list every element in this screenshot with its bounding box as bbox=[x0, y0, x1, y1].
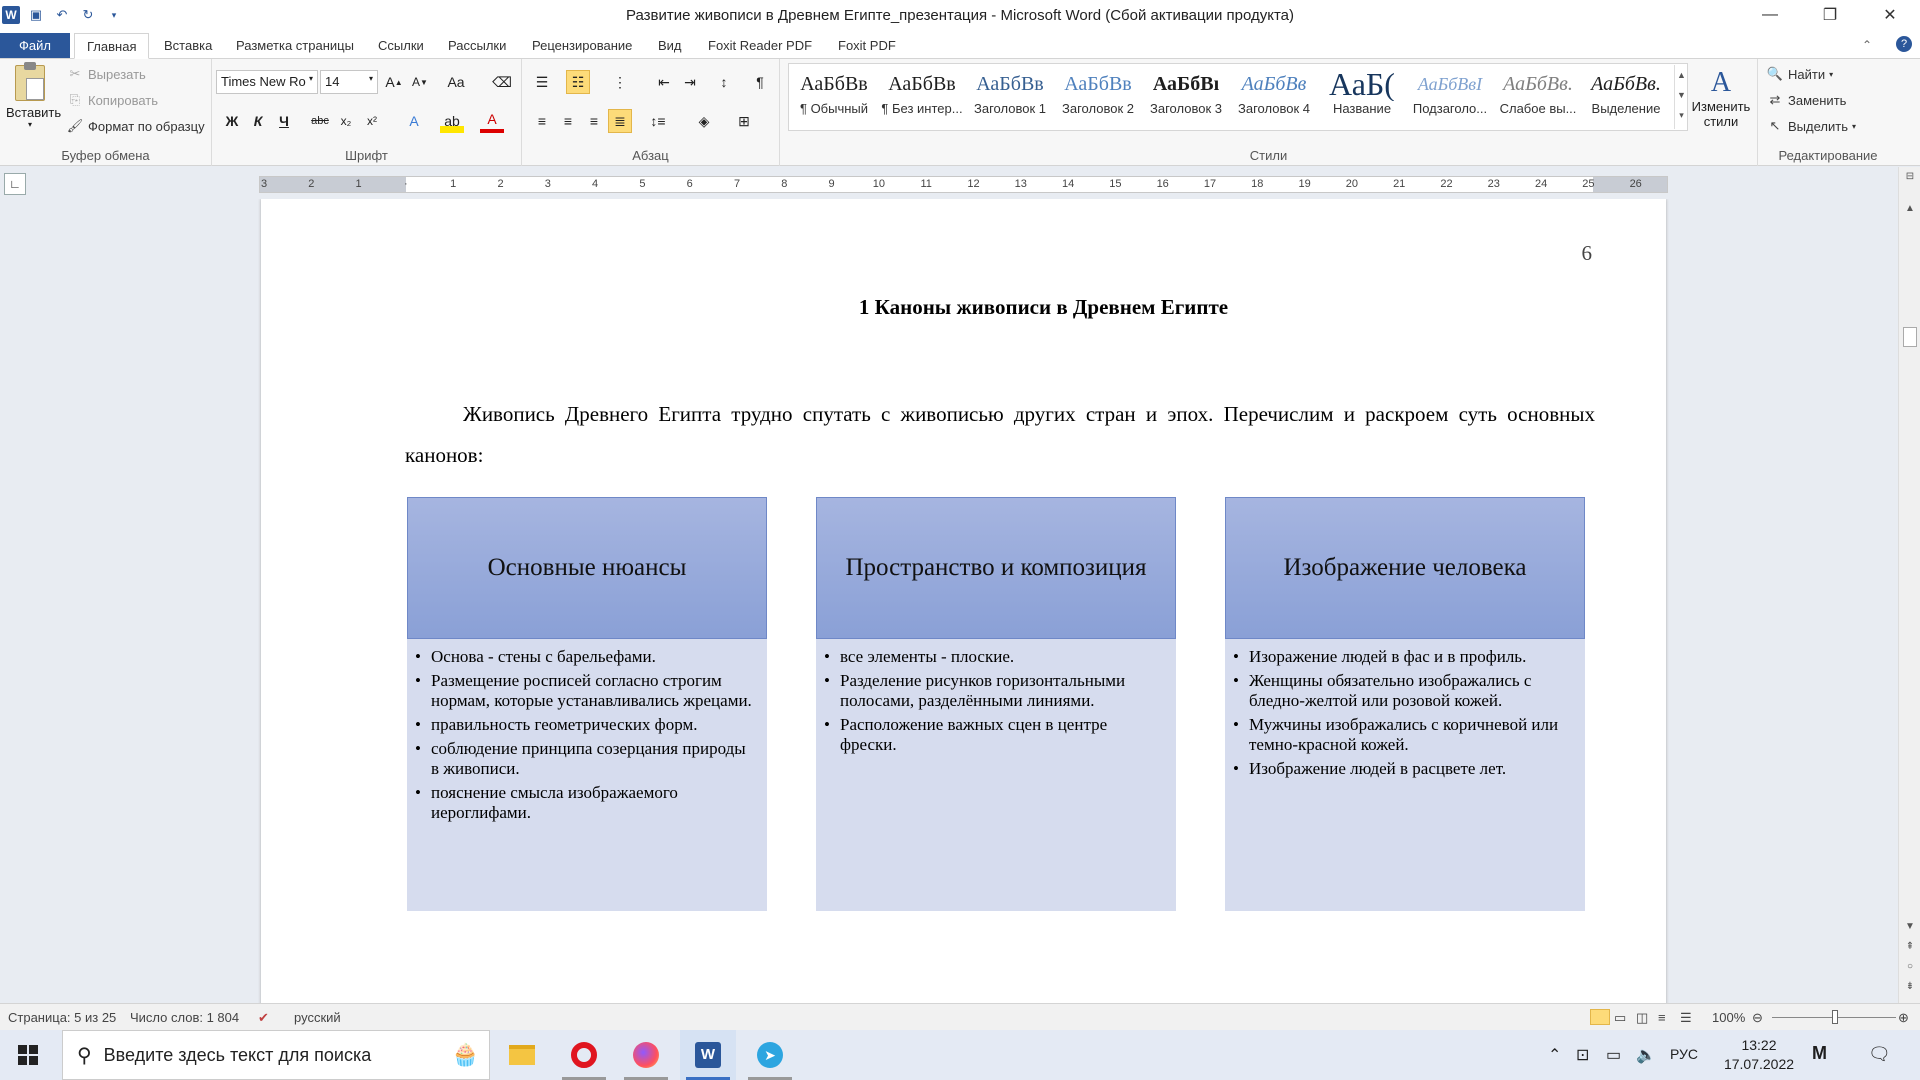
ruler-tick: 14 bbox=[1061, 178, 1075, 190]
style-heading-4[interactable]: АаБбВв Заголовок 4 bbox=[1238, 73, 1310, 116]
prev-page-icon[interactable]: ⇞ bbox=[1905, 941, 1915, 952]
paste-button[interactable]: Вставить ▾ bbox=[6, 65, 54, 129]
ruler-tick: 15 bbox=[1109, 178, 1122, 190]
change-case-icon[interactable]: Aa bbox=[447, 74, 465, 90]
ruler-tick: 19 bbox=[1298, 178, 1311, 190]
taskbar bbox=[0, 1030, 1920, 1080]
full-screen-view-icon[interactable]: ▭ bbox=[1614, 1010, 1627, 1025]
ruler-tick: 5 bbox=[639, 178, 646, 190]
scissors-icon: ✂ bbox=[69, 66, 81, 81]
list-item: • правильность геометрических форм. bbox=[415, 715, 755, 735]
smartart-card-composition[interactable] bbox=[816, 497, 1176, 911]
tab-foxit-reader-pdf[interactable]: Foxit Reader PDF bbox=[708, 38, 813, 53]
card-title: Пространство и композиция bbox=[816, 497, 1176, 639]
file-explorer-icon[interactable] bbox=[494, 1030, 550, 1080]
align-left-icon[interactable]: ≡ bbox=[537, 113, 547, 129]
copy-icon: ⎘ bbox=[69, 92, 81, 107]
cut-button[interactable]: ✂ Вырезать bbox=[66, 65, 146, 83]
ruler-tick: 12 bbox=[967, 178, 980, 190]
taskbar-search[interactable]: ⚲ Введите здесь текст для поиска 🧁 bbox=[62, 1030, 490, 1080]
editing-group: 🔍 Найти ▾ ⇄ Заменить ↖ Выделить ▾ Редактирование bbox=[1766, 66, 1878, 163]
change-styles-icon: A bbox=[1710, 67, 1732, 98]
ruler-tick: 18 bbox=[1251, 178, 1264, 190]
font-name-combo[interactable]: Times New Ro ▾ bbox=[216, 70, 318, 94]
clipboard-group: Вставить ▾ ✂ Вырезать ⎘ Копировать 🖌 Формат по образцу Буфер обмена bbox=[0, 59, 212, 166]
volume-icon[interactable]: 🔈 bbox=[1636, 1047, 1656, 1064]
keyboard-layout-icon[interactable]: M bbox=[1812, 1043, 1827, 1063]
clock[interactable]: 13:22 17.07.2022 bbox=[1723, 1037, 1795, 1072]
ruler-tick: 9 bbox=[828, 178, 835, 190]
scroll-up-icon[interactable]: ▲ bbox=[1905, 203, 1915, 214]
sort-icon[interactable]: ↕ bbox=[720, 74, 728, 90]
customize-qat-icon[interactable]: ▾ bbox=[111, 9, 117, 20]
help-icon[interactable]: ? bbox=[1896, 36, 1912, 52]
cursor-icon: ↖ bbox=[1769, 118, 1781, 133]
ruler-tick: 4 bbox=[592, 178, 599, 190]
tray-overflow-icon[interactable]: ⌃ bbox=[1548, 1047, 1562, 1064]
numbering-icon[interactable]: ☷ bbox=[566, 70, 590, 94]
ribbon bbox=[0, 59, 1920, 166]
print-layout-view-icon[interactable] bbox=[1590, 1009, 1610, 1025]
list-item: • Изображение людей в расцвете лет. bbox=[1233, 759, 1573, 779]
ruler-tick: 22 bbox=[1440, 178, 1453, 190]
word-logo-icon[interactable]: W bbox=[2, 6, 20, 24]
undo-icon[interactable]: ↶ bbox=[56, 7, 68, 22]
ruler-tick: 3 bbox=[544, 178, 551, 190]
styles-group: АаБбВв ¶ Обычный АаБбВв ¶ Без интер... АаБбВв Заголовок 1 АаБбВв Заголовок 2 АаБбВı Заголовок 3 АаБбВв Заголовок 4 АаБ( Название АаБбВвІ Подзаголо... АаБбВв. Слабое вы... АаБбВв. Выделение ▲ ▼ ▾ A Изменить стили Стили bbox=[780, 59, 1758, 166]
strikethrough-icon[interactable]: abc bbox=[311, 115, 329, 127]
web-layout-view-icon[interactable]: ◫ bbox=[1636, 1010, 1649, 1025]
tab-foxit-pdf[interactable]: Foxit PDF bbox=[838, 38, 896, 53]
status-bar bbox=[0, 1003, 1920, 1030]
restore-button[interactable]: ❐ bbox=[1822, 7, 1838, 24]
zoom-in-icon[interactable]: ⊕ bbox=[1898, 1010, 1909, 1025]
ruler-tick: 3 bbox=[260, 178, 268, 190]
title-bar bbox=[0, 0, 1920, 30]
collapse-ribbon-icon[interactable]: ⌃ bbox=[1861, 38, 1872, 52]
close-button[interactable]: ✕ bbox=[1883, 7, 1897, 24]
ruler-tick: 16 bbox=[1156, 178, 1169, 190]
highlight-icon[interactable]: ab bbox=[440, 109, 464, 133]
list-item: • Разделение рисунков горизонтальными полосами, разделёнными линиями. bbox=[824, 671, 1164, 711]
document-page[interactable] bbox=[261, 199, 1666, 1003]
styles-scroll-icon[interactable]: ▲ ▼ ▾ bbox=[1674, 65, 1688, 129]
style-subtle-emphasis[interactable]: АаБбВв. Слабое вы... bbox=[1499, 73, 1577, 116]
tab-insert[interactable]: Вставка bbox=[164, 38, 213, 53]
browse-object-icon[interactable]: ○ bbox=[1906, 961, 1914, 972]
zoom-out-icon[interactable]: ⊖ bbox=[1752, 1010, 1763, 1025]
show-formatting-icon[interactable]: ¶ bbox=[756, 74, 764, 90]
ruler-tick: 11 bbox=[920, 178, 932, 190]
bullets-icon[interactable]: ☰ bbox=[535, 73, 549, 90]
zoom-slider-thumb[interactable] bbox=[1832, 1010, 1838, 1024]
ruler-tick: 20 bbox=[1345, 178, 1359, 190]
search-highlight-icon: 🧁 bbox=[451, 1042, 479, 1067]
brush-icon: 🖌 bbox=[66, 118, 84, 133]
zoom-level[interactable]: 100% bbox=[1712, 1010, 1746, 1025]
style-heading-2[interactable]: АаБбВв Заголовок 2 bbox=[1062, 73, 1134, 116]
ruler-tick: 26 bbox=[1629, 178, 1642, 190]
bold-button[interactable]: Ж bbox=[225, 113, 239, 129]
tab-review[interactable]: Рецензирование bbox=[532, 38, 633, 53]
language-indicator[interactable]: русский bbox=[294, 1010, 341, 1025]
ruler-tick: 1 bbox=[450, 178, 457, 190]
document-area bbox=[0, 199, 1898, 1003]
word-taskbar-icon[interactable]: W bbox=[680, 1030, 736, 1080]
draft-view-icon[interactable]: ☰ bbox=[1680, 1010, 1692, 1025]
list-item: • все элементы - плоские. bbox=[824, 647, 1164, 667]
decrease-indent-icon[interactable]: ⇤ bbox=[658, 73, 670, 90]
superscript-icon[interactable]: x² bbox=[367, 114, 377, 128]
minimize-button[interactable]: — bbox=[1762, 6, 1778, 23]
battery-icon[interactable]: ▭ bbox=[1606, 1047, 1622, 1064]
ruler-toggle-icon[interactable]: ⊟ bbox=[1905, 171, 1915, 182]
clear-format-icon[interactable]: ⌫ bbox=[492, 73, 512, 90]
subscript-icon[interactable]: x₂ bbox=[340, 114, 352, 128]
horizontal-ruler[interactable] bbox=[259, 176, 1668, 193]
card-body bbox=[1225, 639, 1585, 911]
list-item: • пояснение смысла изображаемого иероглифами. bbox=[415, 783, 755, 823]
firefox-icon[interactable] bbox=[618, 1030, 674, 1080]
borders-icon[interactable]: ⊞ bbox=[738, 112, 750, 129]
list-item: • Изоражение людей в фас и в профиль. bbox=[1233, 647, 1573, 667]
ruler-tick: 24 bbox=[1534, 178, 1548, 190]
ruler-tick: 21 bbox=[1393, 178, 1406, 190]
style-heading-3[interactable]: АаБбВı Заголовок 3 bbox=[1150, 73, 1222, 116]
tab-view[interactable]: Вид bbox=[658, 38, 682, 53]
tab-file[interactable]: Файл bbox=[0, 33, 70, 58]
ruler-tick: 6 bbox=[686, 178, 693, 190]
style-subtitle[interactable]: АаБбВвІ Подзаголо... bbox=[1412, 74, 1488, 116]
list-item: • Основа - стены с барельефами. bbox=[415, 647, 755, 667]
scroll-thumb[interactable] bbox=[1903, 327, 1917, 347]
ruler-tick: 7 bbox=[733, 178, 741, 190]
smartart-card-human-depiction[interactable] bbox=[1225, 497, 1585, 911]
list-item: • Размещение росписей согласно строгим нормам, которые устанавливались жрецами. bbox=[415, 671, 755, 711]
align-center-icon[interactable]: ≡ bbox=[563, 113, 573, 129]
font-size-combo[interactable]: 14 ▾ bbox=[320, 70, 378, 94]
ruler-tick: 8 bbox=[781, 178, 788, 190]
style-heading-1[interactable]: АаБбВв Заголовок 1 bbox=[974, 73, 1046, 116]
ruler-tick: 2 bbox=[497, 178, 504, 190]
list-item: • Расположение важных сцен в центре фрески. bbox=[824, 715, 1164, 755]
ruler-tick: 1 bbox=[355, 178, 362, 190]
tab-home[interactable]: Главная bbox=[74, 33, 149, 59]
replace-icon: ⇄ bbox=[1769, 92, 1781, 107]
copy-button[interactable]: ⎘ Копировать bbox=[66, 91, 158, 109]
paste-icon bbox=[15, 65, 45, 101]
shrink-font-icon[interactable]: A ▼ bbox=[412, 75, 428, 89]
save-icon[interactable]: ▣ bbox=[29, 7, 43, 22]
list-item: • соблюдение принципа созерцания природы в живописи. bbox=[415, 739, 755, 779]
scroll-down-icon[interactable]: ▼ bbox=[1905, 921, 1915, 932]
change-styles-button[interactable]: A Изменить стили bbox=[1691, 67, 1751, 129]
section-heading: 1 Каноны живописи в Древнем Египте bbox=[858, 295, 1229, 319]
page-number: 6 bbox=[1581, 241, 1592, 265]
next-page-icon[interactable]: ⇟ bbox=[1905, 981, 1915, 992]
paragraph-group: ☰ ☷ ⋮ ⇤ ⇥ ↕ ¶ ≡ ≡ ≡ ≣ ↕≡ ◈ ⊞ Абзац bbox=[522, 59, 780, 166]
italic-button[interactable]: К bbox=[253, 113, 263, 129]
format-painter-button[interactable]: 🖌 Формат по образцу bbox=[66, 118, 205, 134]
underline-button[interactable]: Ч bbox=[279, 113, 289, 129]
style-normal[interactable]: АаБбВв ¶ Обычный bbox=[799, 73, 869, 116]
ruler-area bbox=[0, 167, 1920, 199]
ruler-tick: 17 bbox=[1203, 178, 1217, 190]
redo-icon[interactable]: ↻ bbox=[82, 7, 94, 22]
ribbon-tabs bbox=[0, 30, 1920, 59]
tab-mailings[interactable]: Рассылки bbox=[448, 38, 507, 53]
multilevel-list-icon[interactable]: ⋮ bbox=[613, 73, 627, 90]
notifications-icon[interactable]: 🗨 bbox=[1868, 1044, 1891, 1064]
increase-indent-icon[interactable]: ⇥ bbox=[684, 73, 696, 90]
card-title: Изображение человека bbox=[1225, 497, 1585, 639]
list-item: • Женщины обязательно изображались с бледно-желтой или розовой кожей. bbox=[1233, 671, 1573, 711]
replace-button[interactable]: ⇄ Заменить bbox=[1766, 91, 1846, 109]
style-title[interactable]: АаБ( Название bbox=[1329, 67, 1395, 116]
spellcheck-icon[interactable]: ✔ bbox=[258, 1010, 269, 1025]
vertical-scrollbar[interactable] bbox=[1898, 167, 1920, 1003]
outline-view-icon[interactable]: ≡ bbox=[1658, 1010, 1666, 1025]
font-group: Times New Ro ▾ 14 ▾ A ▲ A ▼ Aa ⌫ Ж К Ч abc x₂ x² A ab A Шрифт bbox=[212, 59, 522, 166]
input-language[interactable]: РУС bbox=[1670, 1046, 1699, 1062]
ruler-tick: · bbox=[404, 178, 408, 190]
ruler-tick: 25 bbox=[1582, 178, 1595, 190]
ruler-tick: 23 bbox=[1487, 178, 1500, 190]
telegram-icon[interactable]: ➤ bbox=[742, 1030, 798, 1080]
select-button[interactable]: ↖ Выделить ▾ bbox=[1766, 117, 1856, 135]
smartart-card-basics[interactable] bbox=[407, 497, 767, 911]
search-icon: ⚲ bbox=[77, 1044, 92, 1067]
tab-page-layout[interactable]: Разметка страницы bbox=[236, 38, 354, 53]
font-color-icon[interactable]: A bbox=[480, 109, 504, 133]
text-effects-icon[interactable]: A bbox=[409, 113, 419, 129]
ruler-tick: 10 bbox=[872, 178, 886, 190]
ruler-tick: 2 bbox=[308, 178, 315, 190]
windows-start-icon[interactable] bbox=[18, 1045, 38, 1065]
find-button[interactable]: 🔍 Найти ▾ bbox=[1766, 66, 1834, 82]
list-item: • Мужчины изображались с коричневой или темно-красной кожей. bbox=[1233, 715, 1573, 755]
justify-icon[interactable]: ≣ bbox=[608, 109, 632, 133]
tab-selector[interactable]: ∟ bbox=[4, 173, 26, 195]
grow-font-icon[interactable]: A ▲ bbox=[385, 74, 403, 90]
card-body bbox=[816, 639, 1176, 911]
network-icon[interactable]: ⊡ bbox=[1576, 1047, 1590, 1064]
body-paragraph: Живопись Древнего Египта трудно спутать с живописью других стран и эпох. Перечислим и раскроем суть основных канонов: bbox=[405, 402, 1595, 467]
style-no-spacing[interactable]: АаБбВв ¶ Без интер... bbox=[881, 73, 963, 116]
opera-browser-icon[interactable] bbox=[556, 1030, 612, 1080]
ruler-tick: 13 bbox=[1014, 178, 1027, 190]
window-title: Развитие живописи в Древнем Египте_презентация - Microsoft Word (Сбой активации продукта) bbox=[626, 7, 1294, 24]
binoculars-icon: 🔍 bbox=[1766, 66, 1784, 81]
word-count[interactable]: Число слов: 1 804 bbox=[130, 1010, 240, 1025]
style-emphasis[interactable]: АаБбВв. Выделение bbox=[1591, 73, 1661, 116]
shading-icon[interactable]: ◈ bbox=[698, 112, 710, 129]
card-body bbox=[407, 639, 767, 911]
page-indicator[interactable]: Страница: 5 из 25 bbox=[8, 1010, 117, 1025]
align-right-icon[interactable]: ≡ bbox=[589, 113, 599, 129]
line-spacing-icon[interactable]: ↕≡ bbox=[650, 113, 666, 129]
card-title: Основные нюансы bbox=[407, 497, 767, 639]
tab-references[interactable]: Ссылки bbox=[378, 38, 424, 53]
